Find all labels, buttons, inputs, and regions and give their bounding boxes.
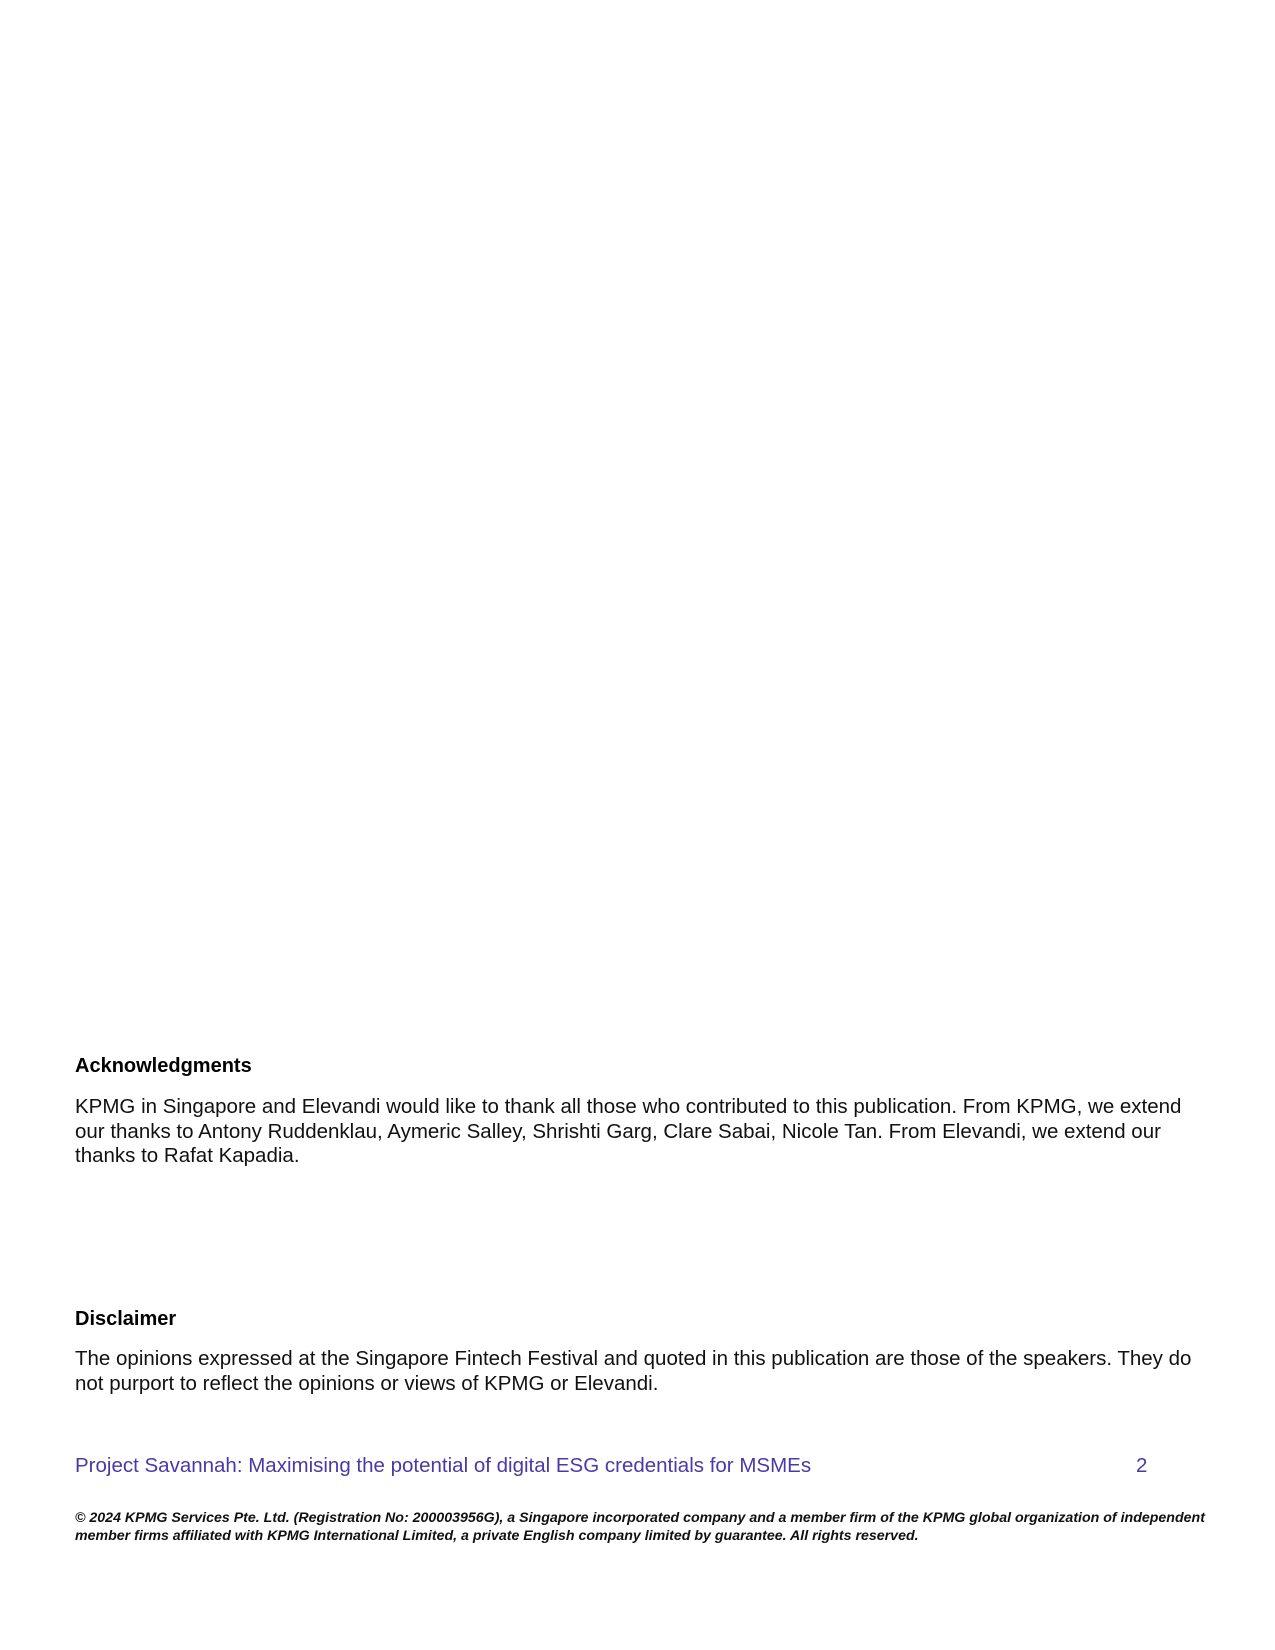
acknowledgments-heading: Acknowledgments bbox=[75, 1055, 252, 1077]
footer-publication-title: Project Savannah: Maximising the potential of digital ESG credentials for MSMEs bbox=[75, 1454, 812, 1477]
disclaimer-heading: Disclaimer bbox=[75, 1308, 177, 1330]
disclaimer-body: The opinions expressed at the Singapore Fintech Festival and quoted in this publication are those of the speakers. They do not purport to reflect the opinions or views of KPMG or Elevandi. bbox=[75, 1347, 1192, 1395]
acknowledgments-body: KPMG in Singapore and Elevandi would like to thank all those who contributed to this publication. From KPMG, we extend our thanks to Antony Ruddenklau, Aymeric Salley, Shrishti Garg, Clare Sabai, Nicole Tan. From Elevandi, we extend our thanks to Rafat Kapadia. bbox=[75, 1095, 1182, 1167]
footer-page-number: 2 bbox=[1136, 1454, 1148, 1477]
copyright-notice: © 2024 KPMG Services Pte. Ltd. (Registration No: 200003956G), a Singapore incorporated company and a member firm of the KPMG global organization of independent member firms affiliated with KPMG International Limited, a private English company limited by guarantee. All rights reserved. bbox=[75, 1510, 1205, 1544]
